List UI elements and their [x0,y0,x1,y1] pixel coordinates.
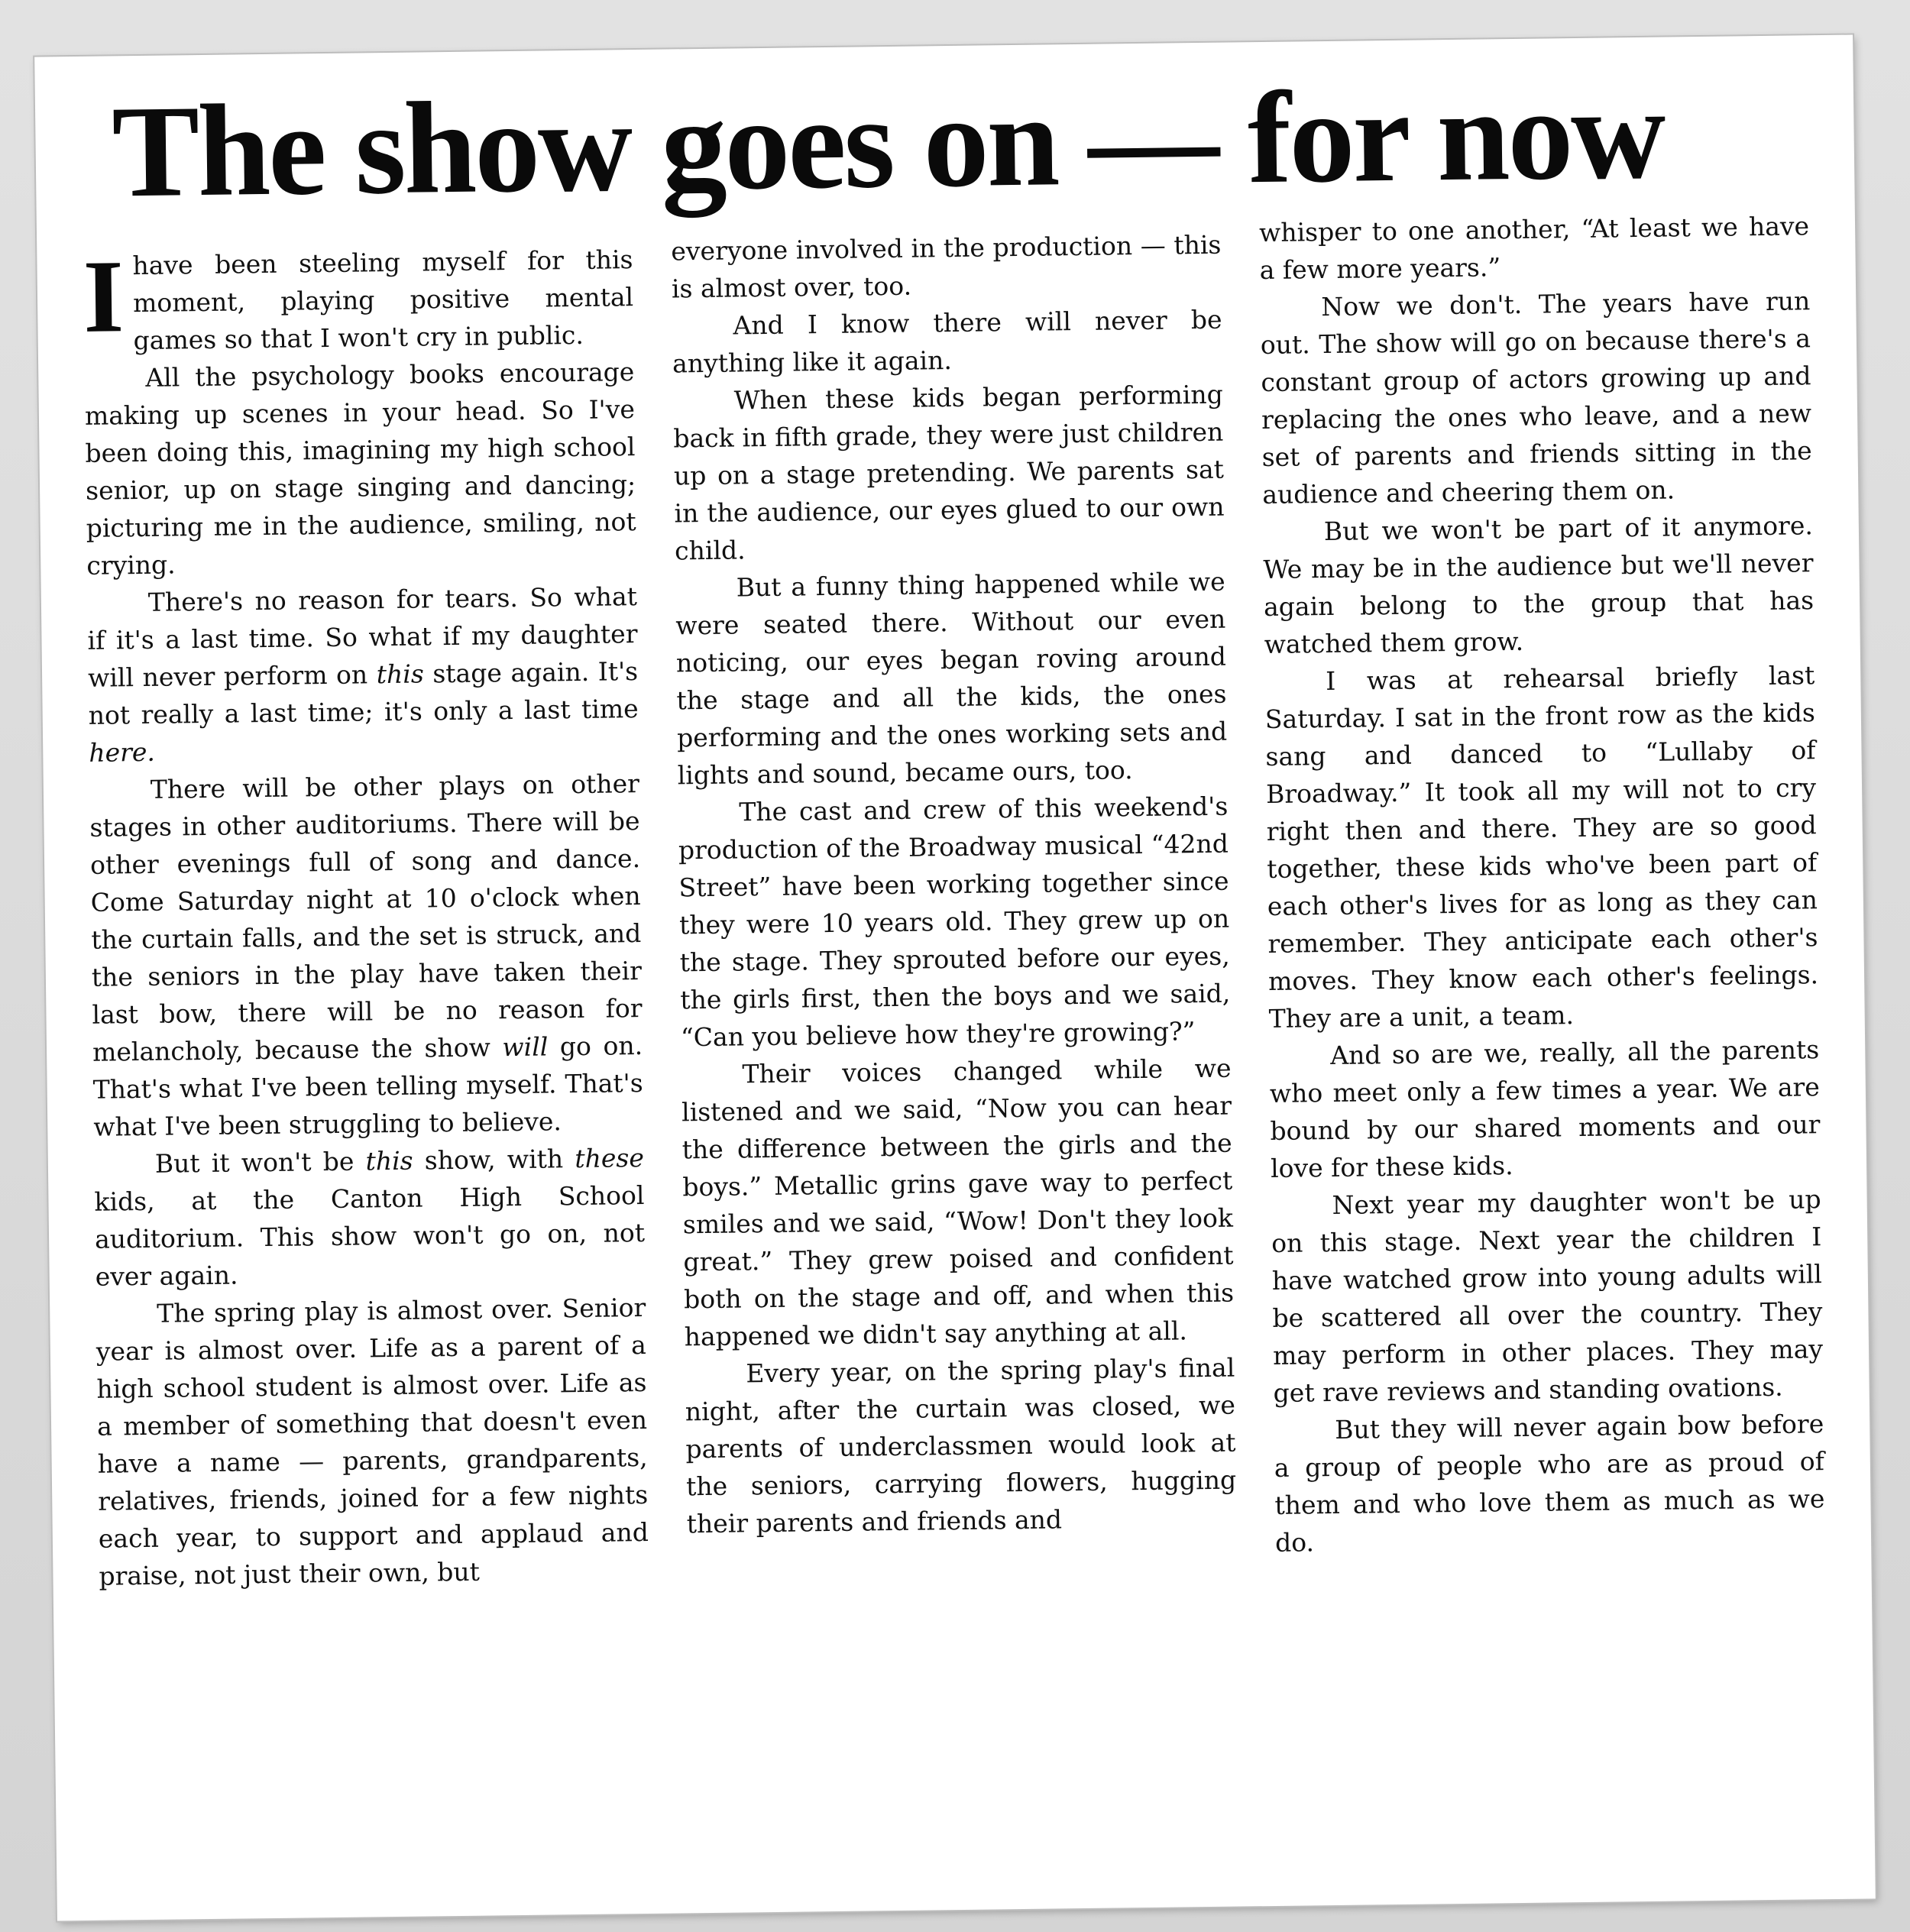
column-2 [671,226,1237,1543]
newspaper-clipping [34,35,1876,1921]
paragraph: Now we don't. The years have run out. The show will go on because there's a constant group of actors growing up and replacing the ones who leave, and a new set of parents and friends sitting in the audience and cheering them on. [1260,286,1812,510]
text-run: But it won't be [154,1146,366,1179]
text-run: show, with [413,1144,575,1176]
italic-text: these [575,1142,645,1174]
paragraph: everyone involved in the production — this is almost over, too. [671,229,1222,304]
paragraph: I was at rehearsal briefly last Saturday. I sat in the front row as the kids sang and danced to “Lullaby of Broadway.” It took all my will not to cry right then and there. They are so good together, these kids who've been part of each other's lives for as long as they can remember. They anticipate each other's moves. They know each other's feelings. They are a unit, a team. [1264,660,1819,1034]
text-run: stage again. It's not really a last time; it's only a last time [88,656,639,730]
text-run: There's no reason for tears. So what if it's a last time. So what if my daughter will never perform on [87,581,638,693]
paragraph: And I know there will never be anything like it again. [672,304,1222,379]
paragraph [94,1139,646,1296]
text-run: There will be other plays on other stages in other auditoriums. There will be other evenings full of song and dance. Come Saturday night at 10 o'clock when the curtain falls, and the set is struck, and the seniors in the play have taken their last bow, there will be no reason for melancholy, because the show [89,769,643,1067]
text-run: go on. That's what I've been telling myself. That's what I've been struggling to believe. [92,1031,643,1142]
paragraph: Their voices changed while we listened and we said, “Now you can hear the difference between the girls and the boys.” Metallic grins gave way to perfect smiles and we said, “Wow! Don't they look great.” They grew poised and confident both on the stage and off, and when this happened we didn't say anything at all. [681,1053,1235,1352]
paragraph: And so are we, really, all the parents who meet only a few times a year. We are bound by our shared moments and our love for these kids. [1269,1034,1821,1183]
italic-text: will [502,1031,549,1063]
paragraph: The spring play is almost over. Senior year is almost over. Life as a parent of a high school student is almost over. Life as a member of something that doesn't even have a name — parents, grandparents, relatives, friends, joined for a few nights each year, to support and applaud and praise, not just their own, but [96,1292,649,1591]
paragraph [89,765,644,1146]
italic-text: this [365,1145,413,1176]
paragraph: When these kids began performing back in fifth grade, they were just children up on a stage pretending. We parents sat in the audience, our eyes glued to our own child. [673,379,1225,566]
paragraph: The cast and crew of this weekend's production of the Broadway musical “42nd Street” have been working together since they were 10 years old. They grew up on the stage. They sprouted before our eyes, the girls first, then the boys and we said, “Can you believe how they're growing?” [678,791,1231,1053]
article-body [83,211,1837,1898]
italic-text: here. [89,736,156,768]
column-1 [83,241,649,1595]
paragraph: But a funny thing happened while we were seated there. Without our even noticing, our eyes began roving around the stage and all the kids, the ones performing and the ones working sets and lights and sound, became ours, too. [675,566,1228,791]
paragraph: All the psychology books encourage making up scenes in your head. So I've been doing this, imagining my high school senior, up on stage singing and dancing; picturing me in the audience, smiling, not crying. [84,357,636,581]
headline: The show goes on — for now [111,60,1665,225]
paragraph: whisper to one another, “At least we have a few more years.” [1258,211,1810,286]
paragraph [87,578,639,772]
paragraph-text: have been steeling myself for this moment, playing positive mental games so that I won't cry in public. [132,244,634,356]
italic-text: this [376,659,424,690]
drop-cap: I [83,239,125,354]
paragraph: But they will never again bow before a group of people who are as proud of them and who love them as much as we do. [1274,1409,1825,1558]
text-run: kids, at the Canton High School auditorium. This show won't go on, not ever again. [94,1180,646,1292]
paragraph: Every year, on the spring play's final night, after the curtain was closed, we parents of underclassmen would look at the seniors, carrying flowers, hugging their parents and friends and [685,1352,1237,1539]
column-3 [1259,207,1825,1561]
paragraph: Next year my daughter won't be up on this stage. Next year the children I have watched grow into young adults will be scattered all over the country. They may perform in other places. They may get rave reviews and standing ovations. [1271,1184,1824,1408]
paragraph [83,241,634,360]
paragraph: But we won't be part of it anymore. We may be in the audience but we'll never again belong to the group that has watched them grow. [1263,510,1814,660]
